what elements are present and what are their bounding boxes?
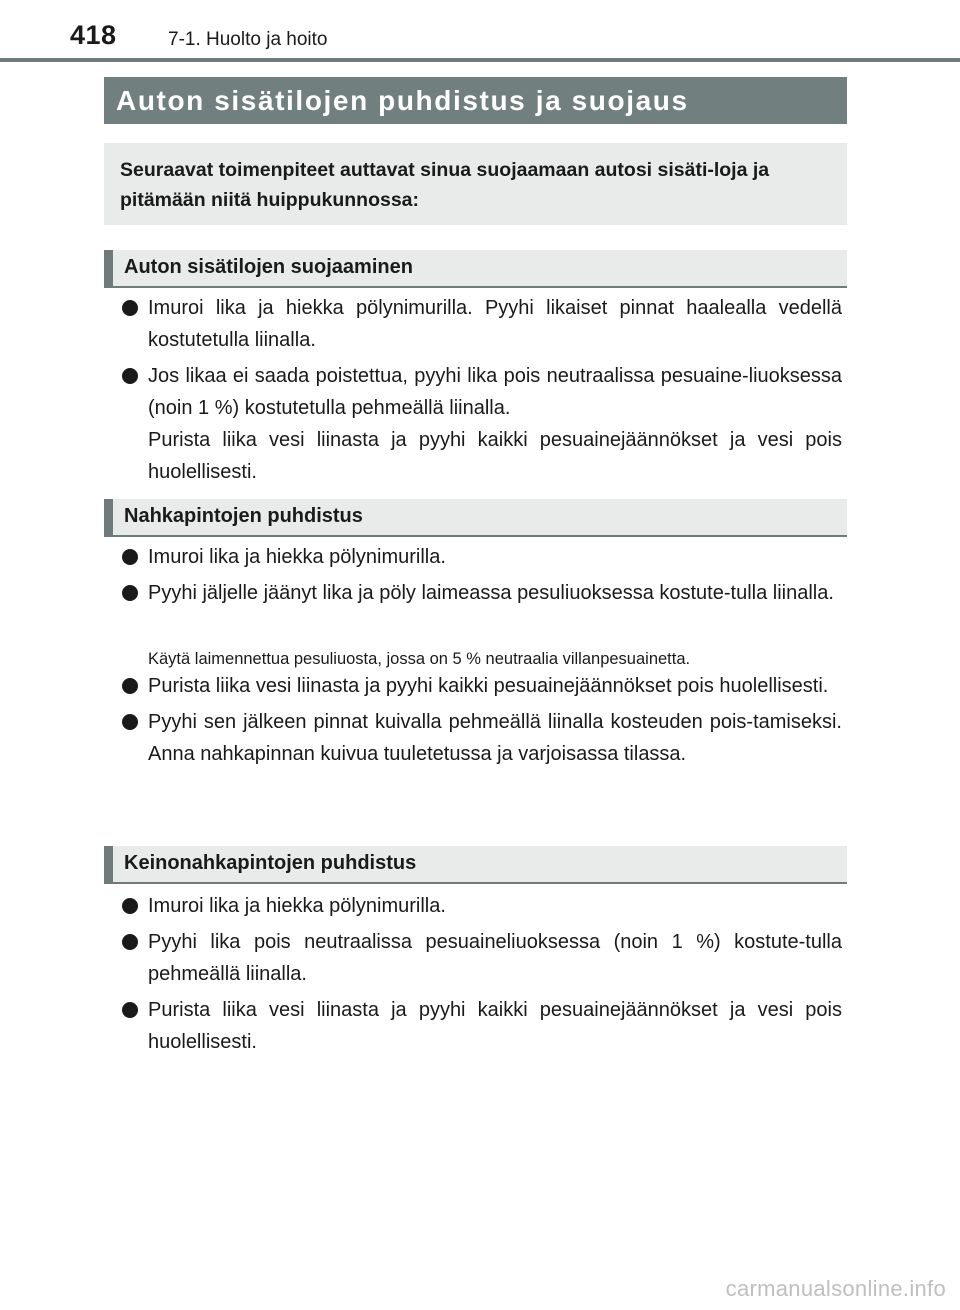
bullet-icon: [122, 898, 138, 914]
bullet-icon: [122, 678, 138, 694]
bullet-icon: [122, 1002, 138, 1018]
list-item: [120, 926, 842, 990]
list-item: [120, 670, 842, 702]
bullet-list-leather-cleaning: [120, 541, 842, 613]
watermark: carmanualsonline.info: [725, 1276, 946, 1301]
intro-text: Seuraavat toimenpiteet auttavat sinua suojaamaan autosi sisäti-loja ja pitämään niitä huippukunnossa:: [120, 159, 770, 211]
chapter-title: 7-1. Huolto ja hoito: [168, 29, 328, 50]
page-title: Auton sisätilojen puhdistus ja suojaus: [116, 85, 689, 116]
list-item: [120, 541, 842, 573]
list-item-text: Imuroi lika ja hiekka pölynimurilla.: [148, 546, 446, 568]
list-item-text: Purista liika vesi liinasta ja pyyhi kaikki pesuainejäännökset ja vesi pois huolellisesti.: [148, 999, 842, 1053]
list-item: [120, 994, 842, 1058]
page-number: 418: [70, 20, 117, 50]
intro-box: [104, 143, 847, 225]
section-header-leather-cleaning: [104, 499, 847, 537]
bullet-icon: [122, 585, 138, 601]
list-item: [120, 360, 842, 488]
bullet-icon: [122, 934, 138, 950]
list-item-extra-text: Purista liika vesi liinasta ja pyyhi kaikki pesuainejäännökset ja vesi pois huolellisesti.: [148, 429, 842, 483]
list-item: [120, 577, 842, 609]
page-header: [0, 0, 960, 62]
list-item-text: Pyyhi sen jälkeen pinnat kuivalla pehmeällä liinalla kosteuden pois-tamiseksi. Anna nahkapinnan kuivua tuuletetussa ja varjoisassa tilassa.: [148, 711, 842, 765]
section-heading: Auton sisätilojen suojaaminen: [124, 256, 413, 278]
list-item-text: Purista liika vesi liinasta ja pyyhi kaikki pesuainejäännökset pois huolellisesti.: [148, 675, 829, 697]
bullet-list-leather-cleaning-continued: [120, 670, 842, 774]
bullet-icon: [122, 368, 138, 384]
list-item-text: Pyyhi jäljelle jäänyt lika ja pöly laimeassa pesuliuoksessa kostute-tulla liinalla.: [148, 582, 834, 604]
section-marker: [104, 499, 113, 535]
leather-cleaning-note: Käytä laimennettua pesuliuosta, jossa on 5 % neutraalia villanpesuainetta.: [148, 650, 691, 668]
list-item-text: Jos likaa ei saada poistettua, pyyhi lika pois neutraalissa pesuaine-liuoksessa (noin 1 %) kostutetulla pehmeällä liinalla.: [148, 365, 842, 419]
list-item: [120, 890, 842, 922]
bullet-list-artificial-leather-cleaning: [120, 890, 842, 1062]
list-item-text: Pyyhi lika pois neutraalissa pesuaineliuoksessa (noin 1 %) kostute-tulla pehmeällä liinalla.: [148, 931, 842, 985]
section-marker: [104, 250, 113, 286]
section-header-artificial-leather-cleaning: [104, 846, 847, 884]
list-item-text: Imuroi lika ja hiekka pölynimurilla.: [148, 895, 446, 917]
section-heading: Nahkapintojen puhdistus: [124, 505, 363, 527]
section-header-interior-protection: [104, 250, 847, 288]
page-title-bar: [104, 77, 847, 124]
bullet-list-interior-protection: [120, 292, 842, 492]
section-heading: Keinonahkapintojen puhdistus: [124, 852, 417, 874]
bullet-icon: [122, 300, 138, 316]
bullet-icon: [122, 714, 138, 730]
list-item: [120, 292, 842, 356]
list-item: [120, 706, 842, 770]
bullet-icon: [122, 549, 138, 565]
list-item-text: Imuroi lika ja hiekka pölynimurilla. Pyyhi likaiset pinnat haalealla vedellä kostutetulla liinalla.: [148, 297, 842, 351]
header-divider: [0, 58, 960, 62]
section-marker: [104, 846, 113, 882]
